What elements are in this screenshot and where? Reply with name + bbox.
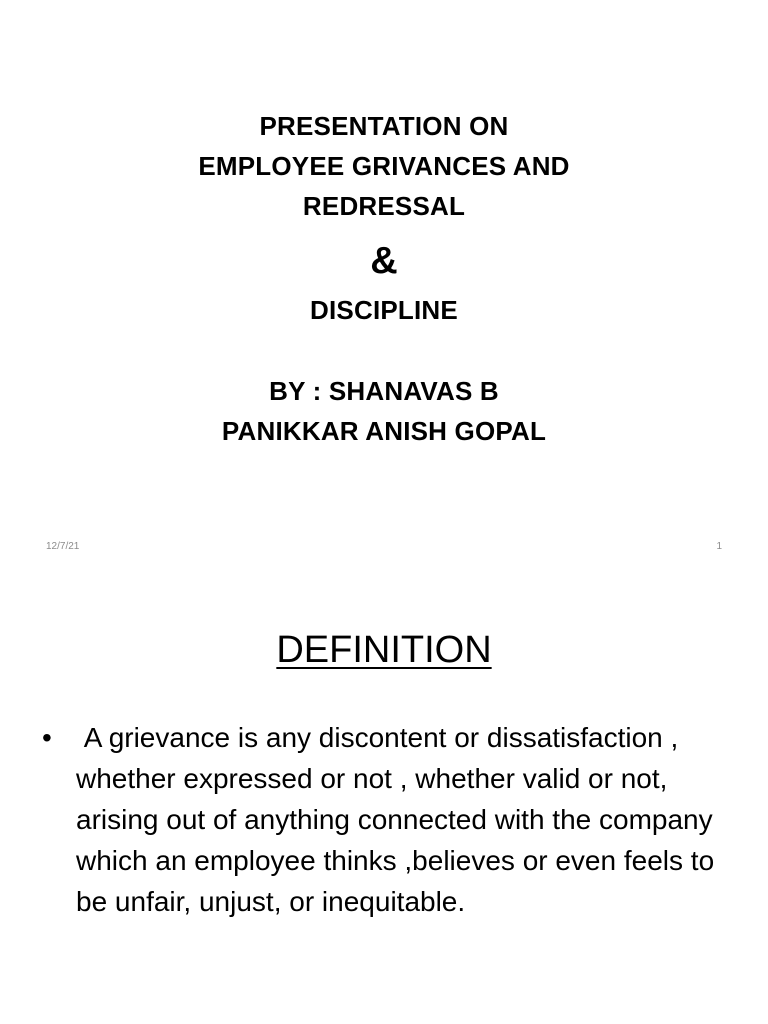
- title-line-3: REDRESSAL: [302, 191, 466, 221]
- definition-heading: DEFINITION: [276, 629, 492, 671]
- author-block: [0, 371, 768, 451]
- presentation-title: [0, 106, 768, 226]
- subtitle-text: DISCIPLINE: [310, 295, 458, 325]
- title-line-1: PRESENTATION ON: [259, 111, 509, 141]
- bullet-icon: •: [42, 722, 52, 753]
- subtitle: [0, 290, 768, 330]
- slide-date: 12/7/21: [46, 541, 80, 552]
- author-line-2: PANIKKAR ANISH GOPAL: [221, 416, 547, 446]
- slide-number: 1: [716, 541, 722, 552]
- slide-definition: [0, 576, 768, 1024]
- bullet-text: A grievance is any discontent or dissatisfaction , whether expressed or not , whether valid or not, arising out of anything connected with the company which an employee thinks ,believes or even feels to be unfair, unjust, or inequitable.: [76, 722, 722, 917]
- author-line-1: BY : SHANAVAS B: [269, 376, 499, 406]
- ampersand: &: [370, 240, 398, 282]
- bullet-item: [42, 717, 732, 922]
- title-line-2: EMPLOYEE GRIVANCES AND: [198, 151, 570, 181]
